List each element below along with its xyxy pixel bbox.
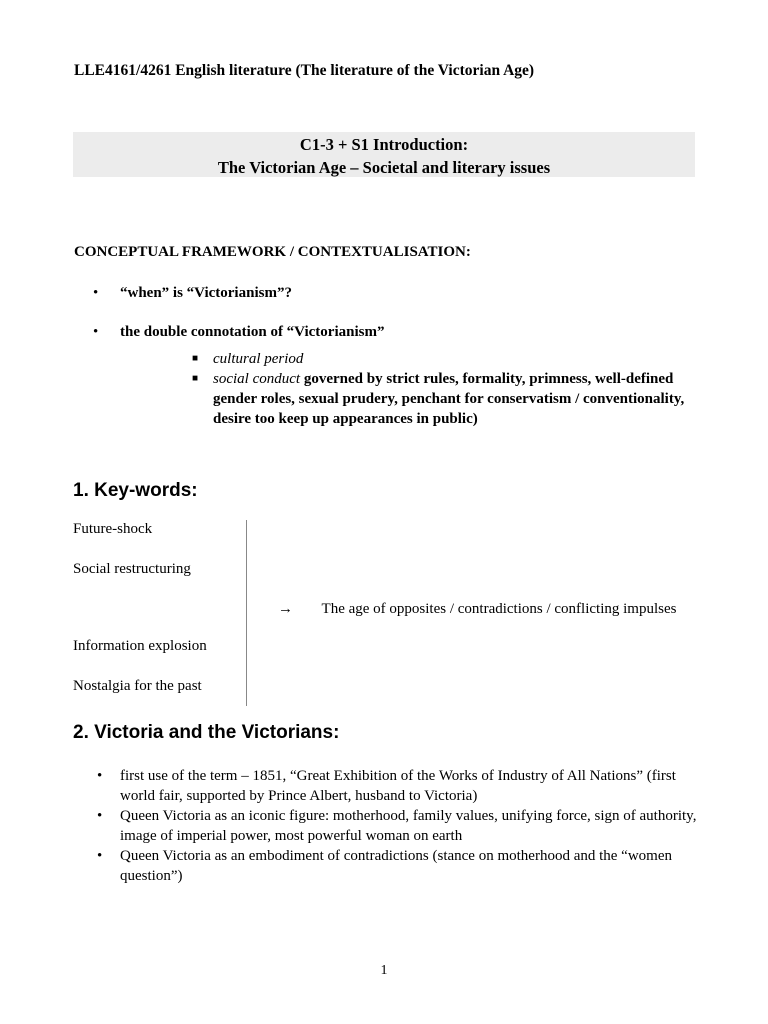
bullet-text: the double connotation of “Victorianism” bbox=[120, 324, 385, 340]
lecture-title-line2: The Victorian Age – Societal and literary issues bbox=[217, 158, 551, 177]
list-item bbox=[97, 806, 710, 846]
bullet-item bbox=[93, 285, 292, 302]
course-title: LLE4161/4261 English literature (The literature of the Victorian Age) bbox=[74, 62, 535, 79]
conceptual-heading: CONCEPTUAL FRAMEWORK / CONTEXTUALISATION: bbox=[74, 244, 471, 260]
sub-item-italic: cultural period bbox=[213, 351, 304, 367]
keywords-result-text: The age of opposites / contradictions / conflicting impulses bbox=[321, 601, 677, 617]
list-item-text: Queen Victoria as an iconic figure: motherhood, family values, unifying force, sign of authority, image of imperial power, most powerful woman on earth bbox=[120, 808, 697, 844]
lecture-title-box bbox=[73, 132, 695, 177]
keyword-term: Information explosion bbox=[73, 638, 207, 654]
arrow-right-icon: → bbox=[278, 601, 293, 617]
victoria-heading: 2. Victoria and the Victorians: bbox=[73, 722, 340, 743]
bullet-icon: • bbox=[93, 285, 99, 301]
page-number: 1 bbox=[380, 963, 388, 978]
sub-item-text: governed by strict rules, formality, primness, well-defined gender roles, sexual prudery, penchant for conservatism / conventionality, desire too keep up appearances in public) bbox=[213, 371, 685, 427]
bullet-icon: • bbox=[97, 768, 103, 784]
keywords-heading: 1. Key-words: bbox=[73, 480, 198, 501]
list-item bbox=[97, 766, 710, 806]
bullet-item bbox=[93, 324, 385, 341]
keyword-term: Future-shock bbox=[73, 521, 153, 537]
square-bullet-icon: ■ bbox=[192, 373, 199, 384]
lecture-title-line1: C1-3 + S1 Introduction: bbox=[299, 135, 469, 154]
list-item-text: Queen Victoria as an embodiment of contradictions (stance on motherhood and the “women question”) bbox=[120, 848, 672, 884]
sub-item bbox=[192, 369, 713, 429]
keyword-term: Social restructuring bbox=[73, 561, 191, 577]
bullet-text: “when” is “Victorianism”? bbox=[120, 285, 292, 301]
keyword-term: Nostalgia for the past bbox=[73, 678, 202, 694]
keywords-result bbox=[278, 599, 698, 620]
list-item bbox=[97, 846, 710, 886]
victoria-list bbox=[97, 766, 710, 886]
sub-item-italic: social conduct bbox=[213, 371, 301, 387]
sub-item bbox=[192, 349, 713, 369]
bullet-icon: • bbox=[97, 808, 103, 824]
bullet-icon: • bbox=[97, 848, 103, 864]
square-bullet-icon: ■ bbox=[192, 353, 199, 364]
list-item-text: first use of the term – 1851, “Great Exhibition of the Works of Industry of All Nations” (first world fair, supported by Prince Albert, husband to Victoria) bbox=[120, 768, 676, 804]
keywords-divider bbox=[246, 520, 247, 706]
sub-list bbox=[192, 349, 713, 429]
bullet-icon: • bbox=[93, 324, 99, 340]
